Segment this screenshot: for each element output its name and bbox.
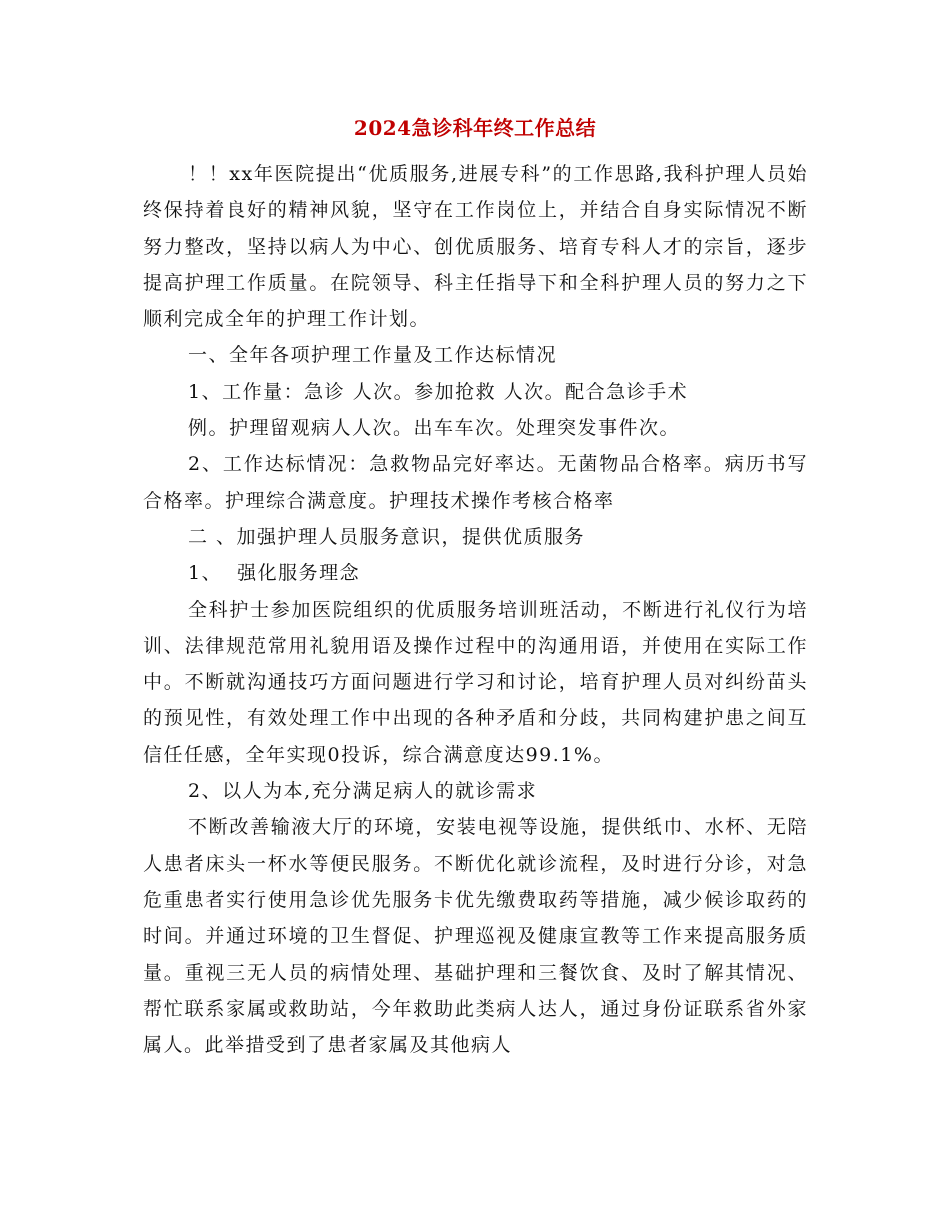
service-training-paragraph: 全科护士参加医院组织的优质服务培训班活动，不断进行礼仪行为培训、法律规范常用礼貌用语及操作过程中的沟通用语，并使用在实际工作中。不断就沟通技巧方面问题进行学习和讨论，培育护理人员对纠纷苗头的预见性，有效处理工作中出现的各种矛盾和分歧，共同构建护患之间互信任任感，全年实现0投诉，综合满意度达99.1%。 [143,598,808,766]
workload-paragraph: 1、工作量：急诊 人次。参加抢救 人次。配合急诊手术 [188,380,689,403]
patient-needs-paragraph: 不断改善输液大厅的环境，安装电视等设施，提供纸巾、水杯、无陪人患者床头一杯水等便民服务。不断优化就诊流程，及时进行分诊，对急危重患者实行使用急诊优先服务卡优先缴费取药等措施，减少候诊取药的时间。并通过环境的卫生督促、护理巡视及健康宣教等工作来提高服务质量。重视三无人员的病情处理、基础护理和三餐饮食、及时了解其情况、帮忙联系家属或救助站，今年救助此类病人达人，通过身份证联系省外家属人。此举措受到了患者家属及其他病人 [143,816,808,1057]
subheading-patient-needs: 2、以人为本,充分满足病人的就诊需求 [188,780,538,803]
document-body [143,156,808,1063]
subheading-service-concept: 1、 强化服务理念 [188,562,361,585]
section-heading-1: 一、全年各项护理工作量及工作达标情况 [188,344,558,367]
workload-continued: 例。护理留观病人人次。出车车次。处理突发事件次。 [188,417,681,440]
intro-paragraph: ！！xx年医院提出“优质服务,进展专科”的工作思路,我科护理人员始终保持着良好的精神风貌，坚守在工作岗位上，并结合自身实际情况不断努力整改，坚持以病人为中心、创优质服务、培育专科人才的宗旨，逐步提高护理工作质量。在院领导、科主任指导下和全科护理人员的努力之下顺利完成全年的护理工作计划。 [143,163,808,331]
section-heading-2: 二 、加强护理人员服务意识，提供优质服务 [188,525,586,548]
document-title: 2024急诊科年终工作总结 [353,116,597,140]
standards-paragraph: 2、工作达标情况：急救物品完好率达。无菌物品合格率。病历书写合格率。护理综合满意度。护理技术操作考核合格率 [143,453,808,512]
